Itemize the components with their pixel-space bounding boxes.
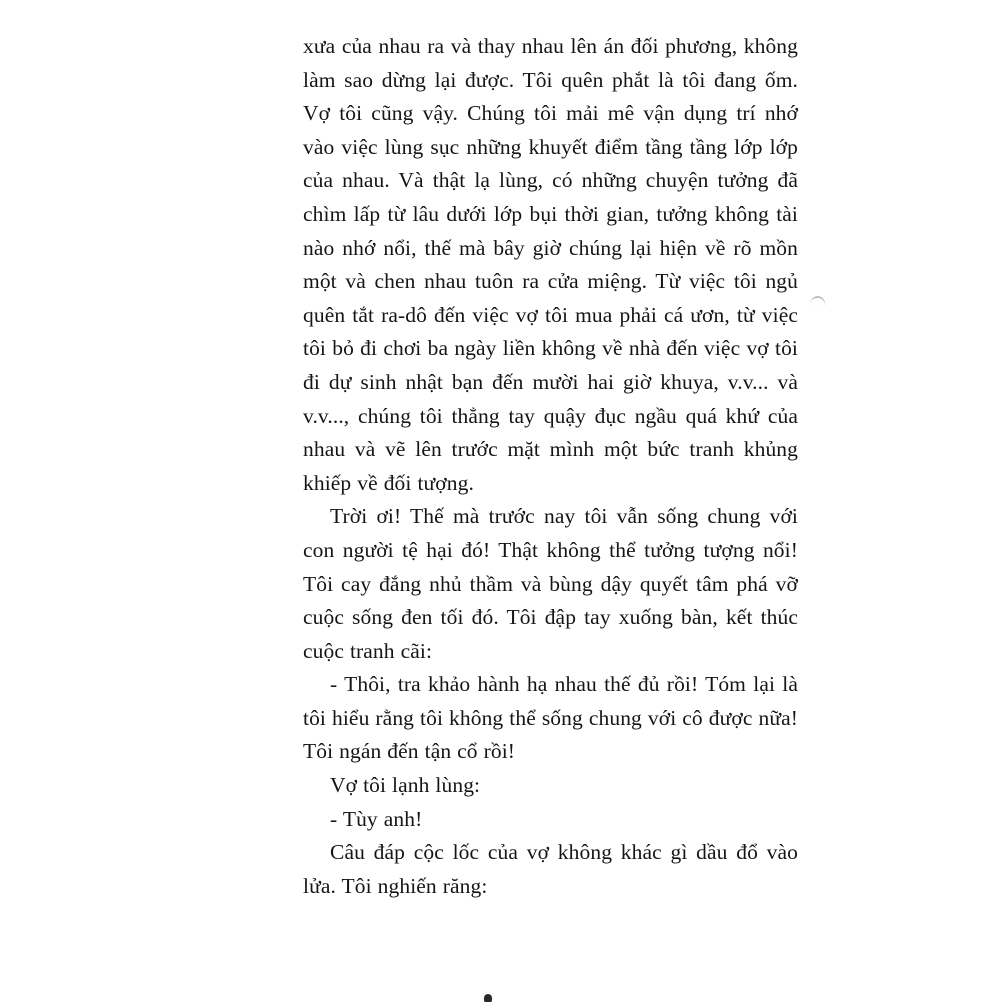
paragraph: Trời ơi! Thế mà trước nay tôi vẫn sống chung với con người tệ hại đó! Thật không thể tưởng tượng nổi! Tôi cay đắng nhủ thầm và bùng dậy quyết tâm phá vỡ cuộc sống đen tối đó. Tôi đập tay xuống bàn, kết thúc cuộc tranh cãi: — [303, 504, 798, 663]
scan-artifact-mark — [809, 295, 826, 307]
text-column — [303, 30, 798, 903]
paragraph-dialogue: - Thôi, tra khảo hành hạ nhau thế đủ rồi! Tóm lại là tôi hiểu rằng tôi không thể sống chung với cô được nữa! Tôi ngán đến tận cổ rồi! — [303, 672, 798, 764]
paragraph: Vợ tôi lạnh lùng: — [330, 773, 481, 798]
page-number-fragment — [484, 994, 492, 1002]
paragraph-continuation: xưa của nhau ra và thay nhau lên án đối phương, không làm sao dừng lại được. Tôi quên phắt là tôi đang ốm. Vợ tôi cũng vậy. Chúng tôi mải mê vận dụng trí nhớ vào việc lùng sục những khuyết điểm tầng tầng lớp lớp của nhau. Và thật lạ lùng, có những chuyện tưởng đã chìm lấp từ lâu dưới lớp bụi thời gian, tưởng không tài nào nhớ nổi, thế mà bây giờ chúng lại hiện về rõ mồn một và chen nhau tuôn ra cửa miệng. Từ việc tôi ngủ quên tắt ra-dô đến việc vợ tôi mua phải cá ươn, từ việc tôi bỏ đi chơi ba ngày liền không về nhà đến việc vợ tôi đi dự sinh nhật bạn đến mười hai giờ khuya, v.v... và v.v..., chúng tôi thẳng tay quậy đục ngầu quá khứ của nhau và vẽ lên trước mặt mình một bức tranh khủng khiếp về đối tượng. — [303, 34, 798, 495]
paragraph-dialogue: - Tùy anh! — [330, 806, 423, 831]
paragraph: Câu đáp cộc lốc của vợ không khác gì dầu đổ vào lửa. Tôi nghiến răng: — [303, 840, 798, 898]
